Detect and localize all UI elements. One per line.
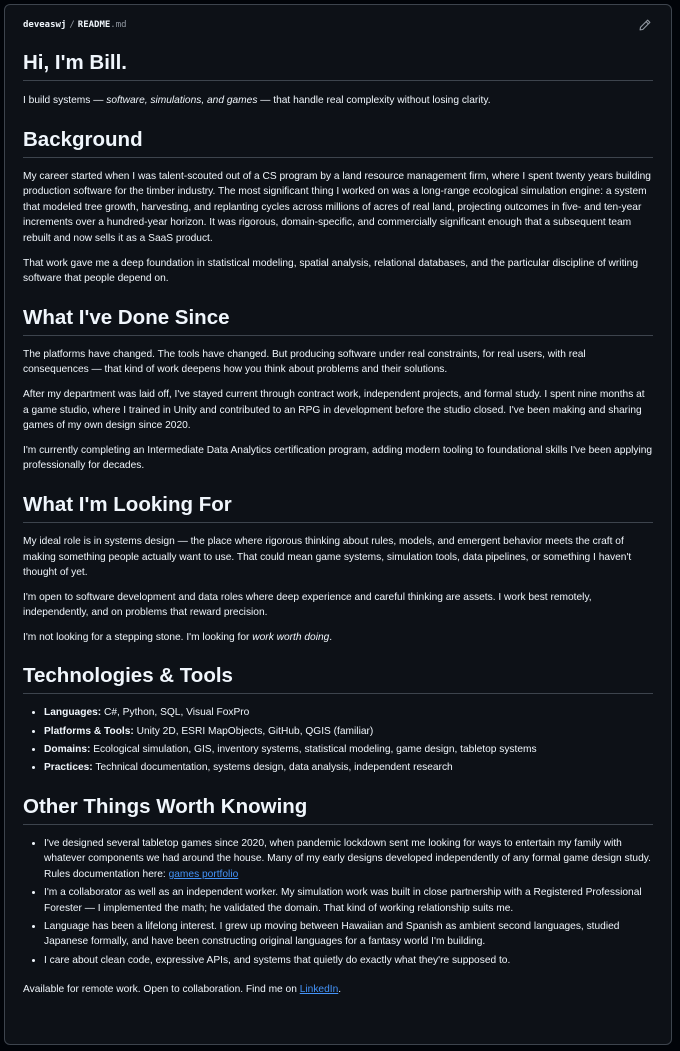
heading-tech: Technologies & Tools — [23, 663, 653, 694]
page-title: Hi, I'm Bill. — [23, 50, 653, 81]
heading-since: What I've Done Since — [23, 305, 653, 336]
tech-list — [23, 705, 653, 775]
looking-emphasis: work worth doing — [252, 631, 330, 643]
breadcrumb-owner-link[interactable]: deveaswj — [23, 20, 67, 30]
readme-content — [5, 45, 671, 998]
looking-paragraph-2: I'm open to software development and data roles where deep experience and careful thinking are assets. I work best remotely, independently, and on problems that reward precision. — [23, 591, 592, 619]
heading-looking: What I'm Looking For — [23, 492, 653, 523]
breadcrumb-file-name: README — [77, 20, 111, 30]
heading-background: Background — [23, 127, 653, 158]
section-other — [23, 794, 653, 998]
since-paragraph-2: After my department was laid off, I've stayed current through contract work, independent projects, and formal study. I spent nine months at a game studio, where I trained in Unity and contributed to an RPG in development before the studio closed. I've been making and sharing games of my own design since 2020. — [23, 388, 645, 432]
heading-other: Other Things Worth Knowing — [23, 794, 653, 825]
intro-paragraph: I build systems — software, simulations, and games — that handle real complexity without losing clarity. — [23, 95, 491, 106]
looking-paragraph-3: I'm not looking for a stepping stone. I'm looking for work worth doing. — [23, 631, 333, 643]
section-looking — [23, 492, 653, 646]
breadcrumb — [23, 20, 127, 30]
readme-header — [5, 5, 671, 45]
since-paragraph-3: I'm currently completing an Intermediate Data Analytics certification program, adding modern tooling to foundational skills I've been applying professionally for decades. — [23, 444, 653, 472]
section-background — [23, 127, 653, 287]
list-item: • I've designed several tabletop games since 2020, when pandemic lockdown sent me looking for ways to entertain my family with whatever components we had around the house. Many of my early designs developed independently of any formal game design study. Rules documentation here: games portfolio — [44, 836, 653, 883]
edit-readme-button[interactable] — [637, 17, 653, 33]
looking-paragraph-1: My ideal role is in systems design — the place where rigorous thinking about rules, models, and emergent behavior meets the craft of making something people actually want to use. That could mean game systems, simulation tools, data pipelines, or something I haven't thought of yet. — [23, 535, 632, 579]
list-item: • Domains: Ecological simulation, GIS, inventory systems, statistical modeling, game design, tabletop systems — [44, 742, 653, 758]
games-portfolio-link[interactable]: games portfolio — [168, 868, 239, 880]
pencil-icon — [639, 19, 651, 31]
other-list — [23, 836, 653, 969]
intro-emphasis: software, simulations, and games — [106, 95, 258, 106]
breadcrumb-separator: / — [69, 20, 75, 30]
background-paragraph-1: My career started when I was talent-scouted out of a CS program by a land resource management firm, where I spent twenty years building production software for the timber industry. The most significant thing I worked on was a long-range ecological simulation engine: a system that modeled tree growth, harvesting, and replanting cycles across millions of acres of real land, projecting outcomes in five- and ten-year increments over a hundred-year horizon. It was rigorous, domain-specific, and commercially significant enough that a subsequent team rebuilt and now sells it as a SaaS product. — [23, 170, 651, 244]
section-tech — [23, 663, 653, 775]
list-item: • Languages: C#, Python, SQL, Visual FoxPro — [44, 705, 653, 721]
section-since — [23, 305, 653, 474]
readme-container — [4, 4, 672, 1045]
list-item: • I care about clean code, expressive APIs, and systems that quietly do exactly what they're supposed to. — [44, 953, 653, 969]
background-paragraph-2: That work gave me a deep foundation in statistical modeling, spatial analysis, relational databases, and the particular discipline of writing software that people depend on. — [23, 257, 638, 285]
list-item: • Practices: Technical documentation, systems design, data analysis, independent research — [44, 760, 653, 776]
since-paragraph-1: The platforms have changed. The tools have changed. But producing software under real constraints, for real users, with real consequences — that kind of work deepens how you think about problems and their solutions. — [23, 348, 586, 376]
list-item: • I'm a collaborator as well as an independent worker. My simulation work was built in close partnership with a Registered Professional Forester — I implemented the math; he validated the domain. That kind of working relationship suits me. — [44, 885, 653, 916]
linkedin-link[interactable]: LinkedIn — [299, 984, 339, 996]
breadcrumb-file-ext: .md — [110, 20, 127, 30]
footer-paragraph: Available for remote work. Open to collaboration. Find me on LinkedIn. — [23, 984, 342, 996]
list-item: • Language has been a lifelong interest. I grew up moving between Hawaiian and Spanish as ambient second languages, studied Japanese formally, and have been constructing original languages for a fantasy world I'm building. — [44, 919, 653, 950]
list-item: • Platforms & Tools: Unity 2D, ESRI MapObjects, GitHub, QGIS (familiar) — [44, 724, 653, 740]
